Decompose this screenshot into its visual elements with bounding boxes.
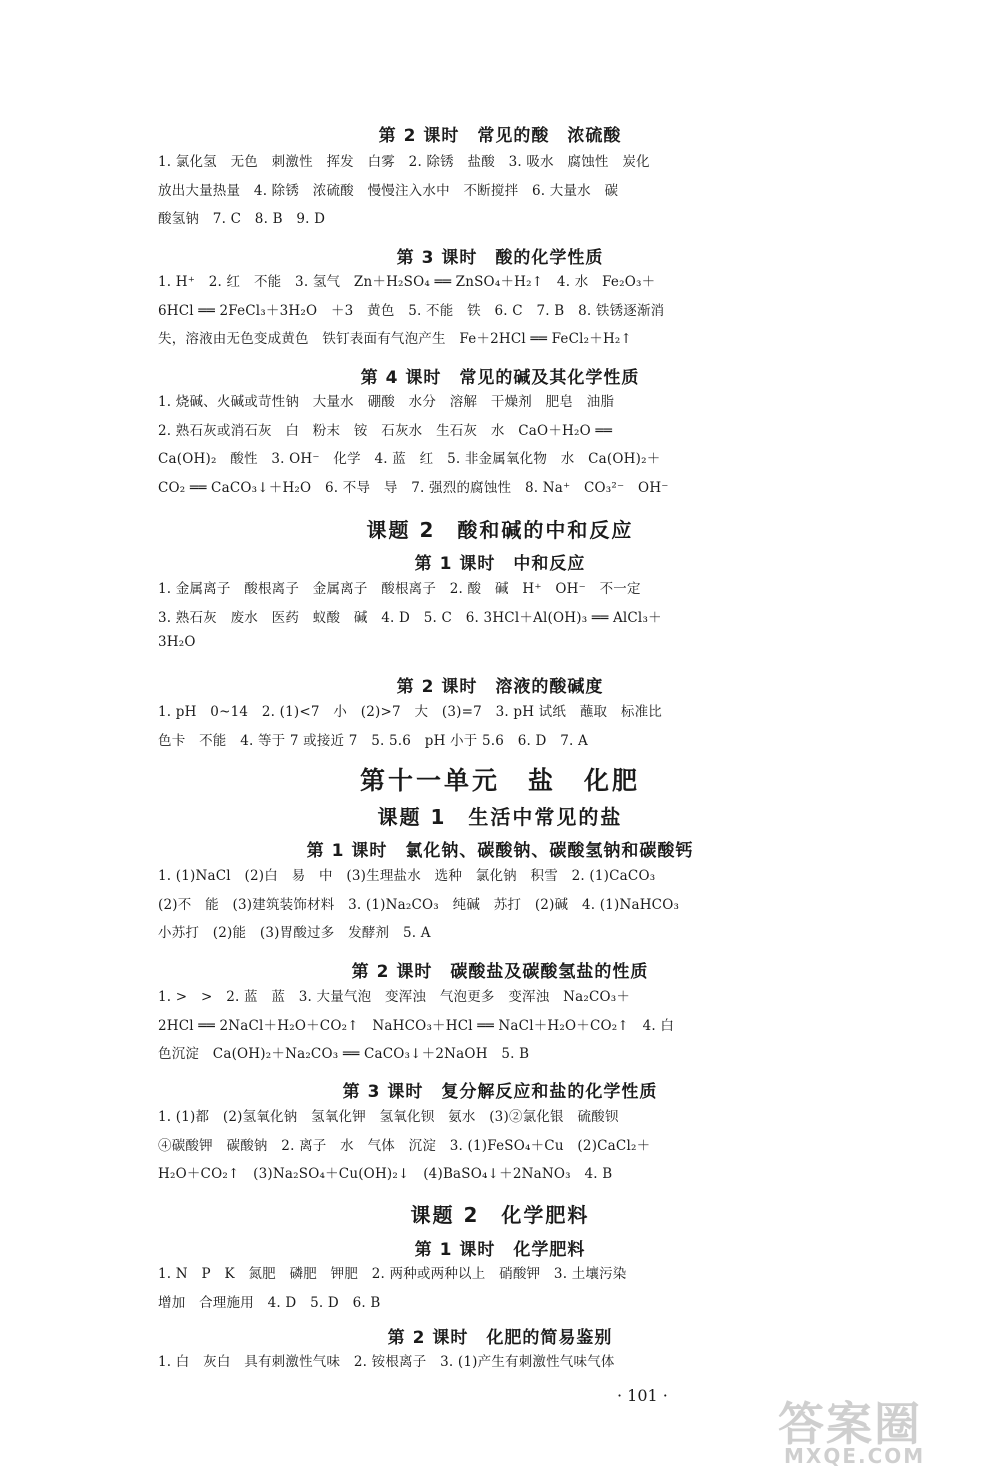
answer-line: 2HCl ══ 2NaCl＋H₂O＋CO₂↑ NaHCO₃＋HCl ══ NaCl＋H₂O＋CO₂↑ 4. 白 (158, 1017, 675, 1034)
section-heading: 第 3 课时 复分解反应和盐的化学性质 (342, 1082, 658, 1102)
watermark-logo (778, 1388, 988, 1468)
section-heading: 第 2 课时 碳酸盐及碳酸氢盐的性质 (351, 962, 649, 982)
answer-line: CO₂ ══ CaCO₃↓＋H₂O 6. 不导 导 7. 强烈的腐蚀性 8. Na⁺ CO₃²⁻ OH⁻ (158, 479, 669, 496)
answer-line: 6HCl ══ 2FeCl₃＋3H₂O ＋3 黄色 5. 不能 铁 6. C 7. B 8. 铁锈逐渐消 (158, 302, 665, 319)
answer-line: 3. 熟石灰 废水 医药 蚁酸 碱 4. D 5. C 6. 3HCl＋Al(OH)₃ ══ AlCl₃＋ (158, 609, 662, 626)
answer-line: 1. 白 灰白 具有刺激性气味 2. 铵根离子 3. (1)产生有刺激性气味气体 (158, 1354, 615, 1370)
answer-line: Ca(OH)₂ 酸性 3. OH⁻ 化学 4. 蓝 红 5. 非金属氧化物 水 Ca(OH)₂＋ (158, 451, 661, 467)
answer-line: 1. 金属离子 酸根离子 金属离子 酸根离子 2. 酸 碱 H⁺ OH⁻ 不一定 (158, 581, 641, 597)
answer-line: 1. pH 0~14 2. (1)<7 小 (2)>7 大 (3)=7 3. pH 试纸 蘸取 标准比 (158, 704, 662, 720)
answer-line: (2)不 能 (3)建筑装饰材料 3. (1)Na₂CO₃ 纯碱 苏打 (2)碱 4. (1)NaHCO₃ (158, 896, 680, 913)
answer-line: 1. 氯化氢 无色 刺激性 挥发 白雾 2. 除锈 盐酸 3. 吸水 腐蚀性 炭化 (158, 154, 650, 170)
section-heading: 第十一单元 盐 化肥 (359, 766, 640, 795)
answer-line: 增加 合理施用 4. D 5. D 6. B (158, 1294, 381, 1311)
watermark-logo-text: 答案圈 (778, 1397, 922, 1451)
section-heading: 课题 2 化学肥料 (410, 1203, 590, 1227)
section-heading: 课题 1 生活中常见的盐 (377, 805, 623, 829)
page-number: · 101 · (617, 1386, 668, 1405)
section-heading: 第 1 课时 中和反应 (414, 554, 586, 574)
answer-line: 1. (1)都 (2)氢氧化钠 氢氧化钾 氢氧化钡 氨水 (3)②氯化银 硫酸钡 (158, 1109, 619, 1125)
section-heading: 第 1 课时 化学肥料 (414, 1240, 586, 1260)
answer-line: 小苏打 (2)能 (3)胃酸过多 发酵剂 5. A (158, 925, 431, 941)
answer-line: 1. (1)NaCl (2)白 易 中 (3)生理盐水 选种 氯化钠 积雪 2. (1)CaCO₃ (158, 868, 656, 884)
answer-line: 3H₂O (158, 634, 196, 650)
answer-line: 放出大量热量 4. 除锈 浓硫酸 慢慢注入水中 不断搅拌 6. 大量水 碳 (158, 182, 619, 199)
section-heading: 第 2 课时 溶液的酸碱度 (396, 677, 604, 697)
section-heading: 第 4 课时 常见的碱及其化学性质 (360, 368, 640, 388)
answer-line: 色卡 不能 4. 等于 7 或接近 7 5. 5.6 pH 小于 5.6 6. D 7. A (158, 732, 588, 749)
answer-line: H₂O＋CO₂↑ (3)Na₂SO₄＋Cu(OH)₂↓ (4)BaSO₄↓＋2NaNO₃ 4. B (158, 1166, 613, 1182)
answer-line: 1. N P K 氮肥 磷肥 钾肥 2. 两种或两种以上 硝酸钾 3. 土壤污染 (158, 1266, 627, 1282)
section-heading: 第 1 课时 氯化钠、碳酸钠、碳酸氢钠和碳酸钙 (306, 841, 694, 861)
answer-line: 1. 烧碱、火碱或苛性钠 大量水 硼酸 水分 溶解 干燥剂 肥皂 油脂 (158, 394, 615, 410)
section-heading: 课题 2 酸和碱的中和反应 (366, 518, 634, 542)
section-heading: 第 2 课时 化肥的简易鉴别 (387, 1328, 613, 1348)
answer-line: 1. > > 2. 蓝 蓝 3. 大量气泡 变浑浊 气泡更多 变浑浊 Na₂CO₃＋ (158, 989, 631, 1005)
answer-line: ④碳酸钾 碳酸钠 2. 离子 水 气体 沉淀 3. (1)FeSO₄＋Cu (2)CaCl₂＋ (158, 1137, 651, 1154)
answer-line: 1. H⁺ 2. 红 不能 3. 氢气 Zn＋H₂SO₄ ══ ZnSO₄＋H₂↑ 4. 水 Fe₂O₃＋ (158, 274, 656, 290)
section-heading: 第 3 课时 酸的化学性质 (396, 248, 604, 268)
answer-line: 酸氢钠 7. C 8. B 9. D (158, 211, 326, 227)
answer-line: 失，溶液由无色变成黄色 铁钉表面有气泡产生 Fe＋2HCl ══ FeCl₂＋H₂↑ (158, 331, 633, 347)
answer-line: 色沉淀 Ca(OH)₂＋Na₂CO₃ ══ CaCO₃↓＋2NaOH 5. B (158, 1046, 530, 1062)
answer-line: 2. 熟石灰或消石灰 白 粉末 铵 石灰水 生石灰 水 CaO＋H₂O ══ (158, 422, 613, 439)
watermark-url: MXQE.COM (784, 1444, 926, 1468)
section-heading: 第 2 课时 常见的酸 浓硫酸 (378, 126, 622, 146)
